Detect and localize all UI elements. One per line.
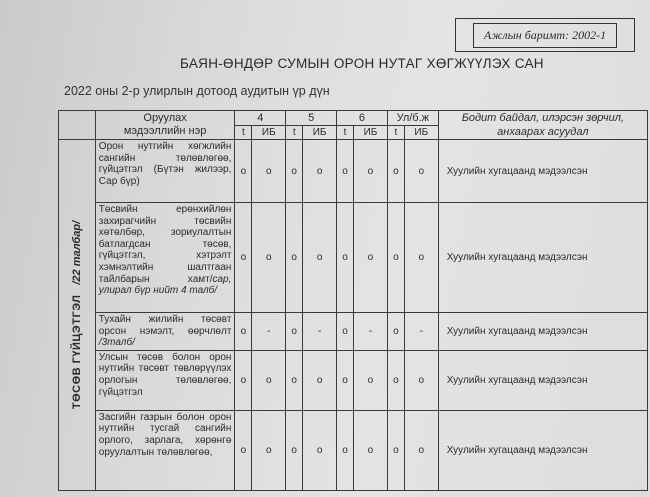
header-sub-t: t	[235, 126, 252, 140]
value-cell: o	[337, 203, 354, 313]
row-info-text: Орон нутгийн хөгжлийн сангийн төлөвлөгөө, гүйцэтгэл (Бүтэн жилээр, Сар бүр)	[98, 141, 232, 187]
value-cell: o	[337, 410, 354, 490]
row-info-emphasis: сар, улирал бүр нийт 4 талб/	[98, 273, 232, 297]
header-sub-ib: ИБ	[354, 126, 388, 140]
document-number: Ажлын баримт: 2002-1	[473, 23, 617, 48]
value-cell: o	[303, 410, 337, 490]
value-cell: o	[286, 410, 303, 490]
value-cell: o	[235, 313, 252, 351]
value-cell: -	[252, 313, 286, 351]
row-info-text: Засгийн газрын болон орон нутгийн тусгай сангийн орлого, зарлага, хөрөнгө оруулалтын төлөвлөгөө,	[98, 411, 232, 458]
row-note-cell: Хуулийн хугацаанд мэдээлсэн	[438, 203, 647, 313]
value-cell: o	[337, 140, 354, 203]
value-cell: o	[404, 203, 438, 313]
header-info-line1: Оруулах	[143, 112, 187, 124]
header-sub-t: t	[337, 126, 354, 140]
value-cell: o	[252, 203, 286, 313]
header-sub-t: t	[286, 126, 303, 140]
table-row	[59, 313, 648, 351]
row-info-text: Төсвийн ерөнхийлөн захирагчийн төсвийн хөтөлбөр, зориулалтын батлагдсан төсөв, гүйцэтгэл, хэтрэлт хэмнэлтийн шалтгаан тайлбарын хамт/	[98, 204, 232, 285]
value-cell: o	[303, 350, 337, 410]
row-info-cell	[95, 203, 235, 313]
header-period-5: 5	[286, 111, 337, 126]
value-cell: o	[235, 410, 252, 490]
value-cell: o	[286, 203, 303, 313]
value-cell: o	[404, 350, 438, 410]
header-note-cell	[438, 111, 647, 140]
value-cell: -	[354, 313, 388, 351]
value-cell: o	[286, 313, 303, 351]
row-info-text: Тухайн жилийн төсөвт орсон нэмэлт, өөрчлөлт	[98, 314, 232, 337]
section-side-label-cell	[59, 140, 96, 491]
value-cell: o	[235, 140, 252, 203]
row-info-cell	[95, 140, 235, 203]
table-row	[59, 203, 648, 313]
value-cell: o	[387, 203, 404, 313]
section-side-label-main: ТӨСӨВ ГҮЙЦЭТГЭЛ	[70, 294, 83, 410]
value-cell: o	[286, 140, 303, 203]
value-cell: o	[387, 140, 404, 203]
document-number-box	[455, 18, 635, 52]
value-cell: o	[354, 140, 388, 203]
value-cell: o	[387, 313, 404, 351]
value-cell: o	[387, 410, 404, 490]
document-subtitle: 2022 оны 2-р улирлын дотоод аудитын үр дүн	[64, 84, 330, 98]
value-cell: o	[337, 350, 354, 410]
row-note-cell: Хуулийн хугацаанд мэдээлсэн	[438, 350, 647, 410]
section-side-label-pages: /22 талбар/	[70, 220, 83, 285]
row-note-cell: Хуулийн хугацаанд мэдээлсэн	[438, 313, 647, 351]
value-cell: -	[404, 313, 438, 351]
header-period-4: 4	[235, 111, 286, 126]
value-cell: o	[354, 350, 388, 410]
row-note-cell: Хуулийн хугацаанд мэдээлсэн	[438, 410, 647, 490]
value-cell: o	[252, 350, 286, 410]
value-cell: o	[235, 350, 252, 410]
audit-table	[58, 110, 648, 491]
header-note-line2: анхаарах асуудал	[497, 126, 589, 138]
header-sub-ib: ИБ	[404, 126, 438, 140]
header-info-cell	[95, 111, 235, 140]
value-cell: o	[303, 140, 337, 203]
value-cell: o	[303, 203, 337, 313]
table-row	[59, 140, 648, 203]
value-cell: o	[286, 350, 303, 410]
row-info-cell	[95, 350, 235, 410]
document-title: БАЯН-ӨНДӨР СУМЫН ОРОН НУТАГ ХӨГЖҮҮЛЭХ САН	[180, 56, 544, 71]
header-note-line1: Бодит байдал, илэрсэн зөрчил,	[461, 112, 625, 124]
header-period-6: 6	[337, 111, 388, 126]
row-note-cell: Хуулийн хугацаанд мэдээлсэн	[438, 140, 647, 203]
value-cell: o	[404, 410, 438, 490]
header-info-line2: мэдээллийн нэр	[123, 125, 207, 137]
row-info-cell	[95, 313, 235, 351]
header-blank-cell	[59, 111, 96, 140]
value-cell: o	[387, 350, 404, 410]
header-period-ul: Ул/б.ж	[387, 111, 438, 126]
header-sub-ib: ИБ	[252, 126, 286, 140]
header-sub-t: t	[387, 126, 404, 140]
row-info-emphasis: /3талб/	[98, 337, 135, 349]
row-info-cell	[95, 410, 235, 490]
header-sub-ib: ИБ	[303, 126, 337, 140]
row-info-text: Улсын төсөв болон орон нутгийн төсөвт төвлөрүүлэх орлогын төлөвлөгөө, гүйцэтгэл	[98, 351, 232, 398]
section-side-label	[71, 221, 83, 409]
value-cell: o	[404, 140, 438, 203]
header-row-1	[59, 111, 648, 126]
value-cell: o	[354, 203, 388, 313]
table-row	[59, 410, 648, 490]
value-cell: o	[252, 140, 286, 203]
table-row	[59, 350, 648, 410]
value-cell: o	[235, 203, 252, 313]
value-cell: o	[354, 410, 388, 490]
value-cell: o	[337, 313, 354, 351]
value-cell: -	[303, 313, 337, 351]
value-cell: o	[252, 410, 286, 490]
